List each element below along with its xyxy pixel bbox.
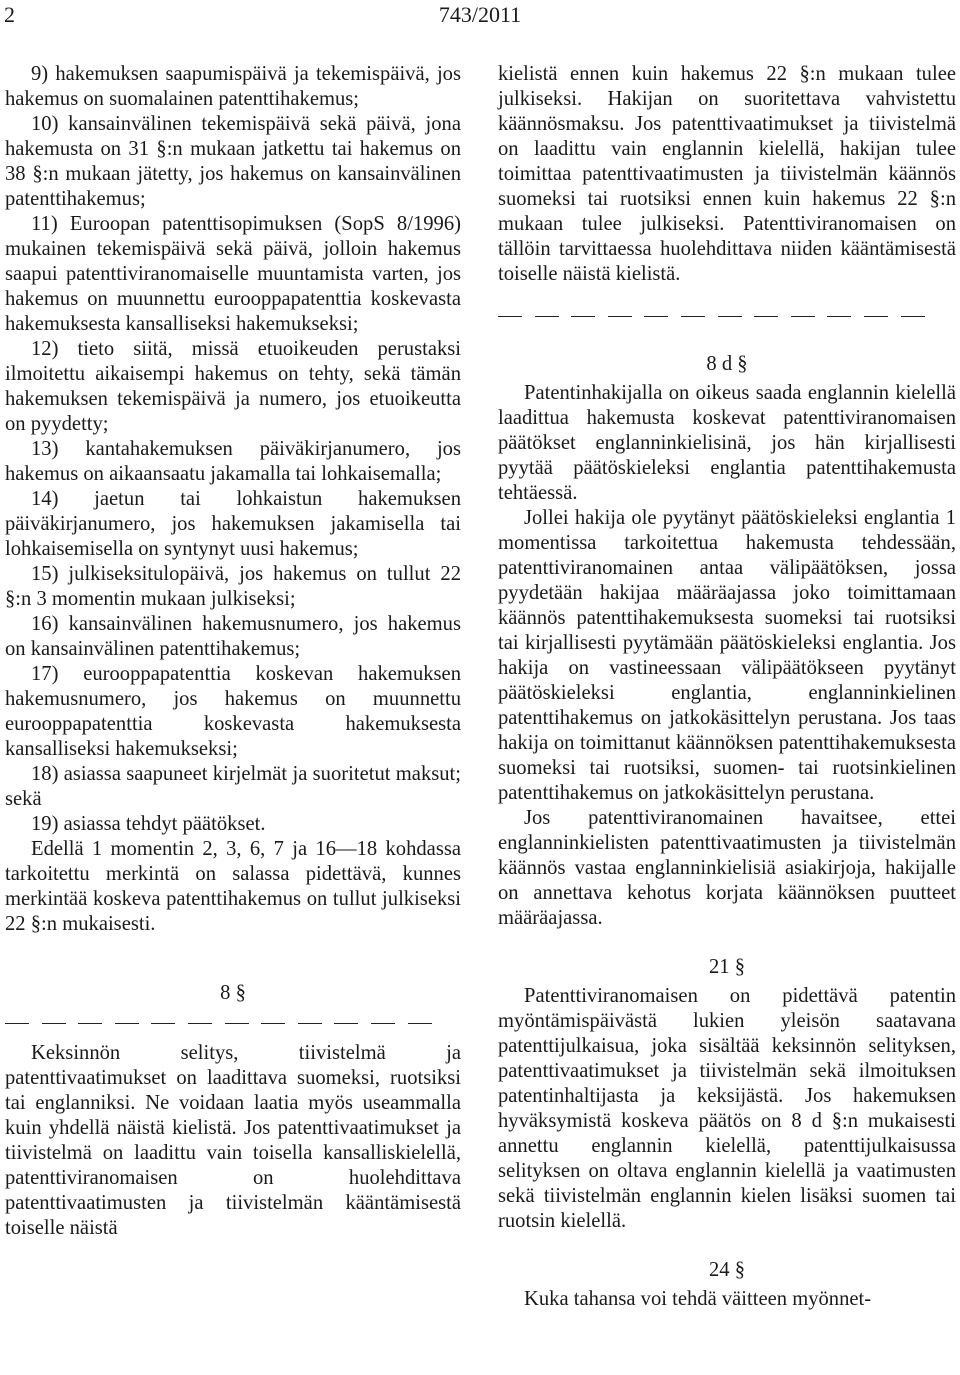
separator-rule xyxy=(5,1010,461,1035)
continued-text: kielistä ennen kuin hakemus 22 §:n mukaan tulee julkiseksi. Hakijan on suoritettava vahvistettu käännösmaksu. Jos patenttivaatimukset ja tiivistelmä on laadittu vain englannin kielellä, hakijan tulee toimittaa patenttivaatimusten ja tiivistelmän käännös suomeksi tai ruotsiksi ennen kuin hakemus 22 §:n mukaan tulee julkiseksi. Patenttiviranomaisen on tällöin tarvittaessa huolehdittava niiden kääntämisestä toiselle näistä kielistä. xyxy=(498,63,956,285)
right-column xyxy=(498,62,956,1312)
section-8d-paragraph: Jos patenttiviranomainen havaitsee, ettei englanninkielisten patenttivaatimusten ja tiivistelmän käännös vastaa englanninkielisiä asiakirjoja, hakijalle on annettava kehotus korjata käännöksen puutteet määräajassa. xyxy=(498,807,956,929)
list-item: 14) jaetun tai lohkaistun hakemuksen päiväkirjanumero, jos hakemuksen jakamisella tai lohkaisemisella on syntynyt uusi hakemus; xyxy=(5,488,461,560)
list-item: 10) kansainvälinen tekemispäivä sekä päivä, jona hakemusta on 31 §:n mukaan jatkettu tai hakemus on 38 §:n mukaan jätetty, jos hakemus on kansainvälinen patenttihakemus; xyxy=(5,113,461,210)
section-heading-8d: 8 d § xyxy=(706,353,748,375)
section-24-text: Kuka tahansa voi tehdä väitteen myönnet- xyxy=(524,1288,872,1310)
document-reference: 743/2011 xyxy=(438,2,522,27)
list-item: 18) asiassa saapuneet kirjelmät ja suoritetut maksut; sekä xyxy=(5,763,461,810)
list-item: 17) eurooppapatenttia koskevan hakemuksen hakemusnumero, jos hakemus on muunnettu eurooppapatenttia koskevasta hakemuksesta kansalliseksi hakemukseksi; xyxy=(5,663,461,760)
left-column xyxy=(5,62,461,1241)
list-item: 15) julkiseksitulopäivä, jos hakemus on tullut 22 §:n 3 momentin mukaan julkiseksi; xyxy=(5,563,461,610)
list-item: 13) kantahakemuksen päiväkirjanumero, jos hakemus on aikaansaatu jakamalla tai lohkaisemalla; xyxy=(5,438,461,485)
page-number: 2 xyxy=(4,2,15,27)
list-item: 19) asiassa tehdyt päätökset. xyxy=(31,813,266,835)
list-item: 16) kansainvälinen hakemusnumero, jos hakemus on kansainvälinen patenttihakemus; xyxy=(5,613,461,660)
page-header xyxy=(0,0,960,28)
list-item: 9) hakemuksen saapumispäivä ja tekemispäivä, jos hakemus on suomalainen patenttihakemus; xyxy=(5,63,461,110)
section-8d-paragraph: Jollei hakija ole pyytänyt päätöskieleksi englantia 1 momentissa tarkoitettua hakemusta tehdessään, patenttiviranomainen antaa välipäätöksen, jossa pyydetään hakijaa määräajassa joko toimittamaan käännös patenttihakemuksesta suomeksi tai ruotsiksi tai kirjallisesti pyytämään päätöskieleksi englantia. Jos hakija on vastineessaan välipäätökseen pyytänyt päätöskieleksi englantia, englanninkielinen patenttihakemus on jatkokäsittelyn perustana. Jos taas hakija on toimittanut käännöksen patenttihakemuksesta suomeksi tai ruotsiksi, suomen- tai ruotsinkielinen patenttihakemus on jatkokäsittelyn perustana. xyxy=(498,507,956,804)
section-8-text: Keksinnön selitys, tiivistelmä ja patenttivaatimukset on laadittava suomeksi, ruotsiksi tai englanniksi. Ne voidaan laatia myös useammalla kuin yhdellä näistä kielistä. Jos patenttivaatimukset ja tiivistelmä on laadittu vain toisella kansalliskielellä, patenttiviranomaisen on huolehdittava patenttivaatimusten ja tiivistelmän kääntämisestä toiselle näistä xyxy=(5,1042,461,1239)
section-21-text: Patenttiviranomaisen on pidettävä patentin myöntämispäivästä lukien yleisön saatavana patenttijulkaisua, joka sisältää keksinnön selityksen, patenttivaatimukset ja tiivistelmän sekä ilmoituksen patentinhaltijasta ja keksijästä. Jos hakemuksen hyväksymistä koskeva päätös on 8 d §:n mukaisesti annettu englannin kielellä, patenttijulkaisussa selityksen on oltava englannin kielellä ja vaatimusten sekä tiivistelmän englannin kielen lisäksi suomen tai ruotsin kielellä. xyxy=(498,985,956,1232)
list-item: 12) tieto siitä, missä etuoikeuden perustaksi ilmoitettu aikaisempi hakemus on tehty, sekä tämän hakemuksen tekemispäivä ja numero, jos etuoikeutta on pyydetty; xyxy=(5,338,461,435)
paragraph: Edellä 1 momentin 2, 3, 6, 7 ja 16—18 kohdassa tarkoitettu merkintä on salassa pidettävä, kunnes merkintää koskeva patenttihakemus on tullut julkiseksi 22 §:n mukaisesti. xyxy=(5,838,461,935)
list-item: 11) Euroopan patenttisopimuksen (SopS 8/1996) mukainen tekemispäivä sekä päivä, jolloin hakemus saapui patenttiviranomaiselle muuntamista varten, jos hakemus on muunnettu eurooppapatenttia koskevasta hakemuksesta kansalliseksi hakemukseksi; xyxy=(5,213,461,335)
separator-rule xyxy=(498,303,956,328)
section-8d-paragraph: Patentinhakijalla on oikeus saada englannin kielellä laadittua hakemusta koskevat patenttiviranomaisen päätökset englanninkielisinä, jos hän kirjallisesti pyytää päätöskieleksi englantia patenttihakemusta tehtäessä. xyxy=(498,382,956,504)
section-heading-24: 24 § xyxy=(708,1259,746,1281)
section-heading-8: 8 § xyxy=(220,982,246,1004)
section-heading-21: 21 § xyxy=(708,956,746,978)
